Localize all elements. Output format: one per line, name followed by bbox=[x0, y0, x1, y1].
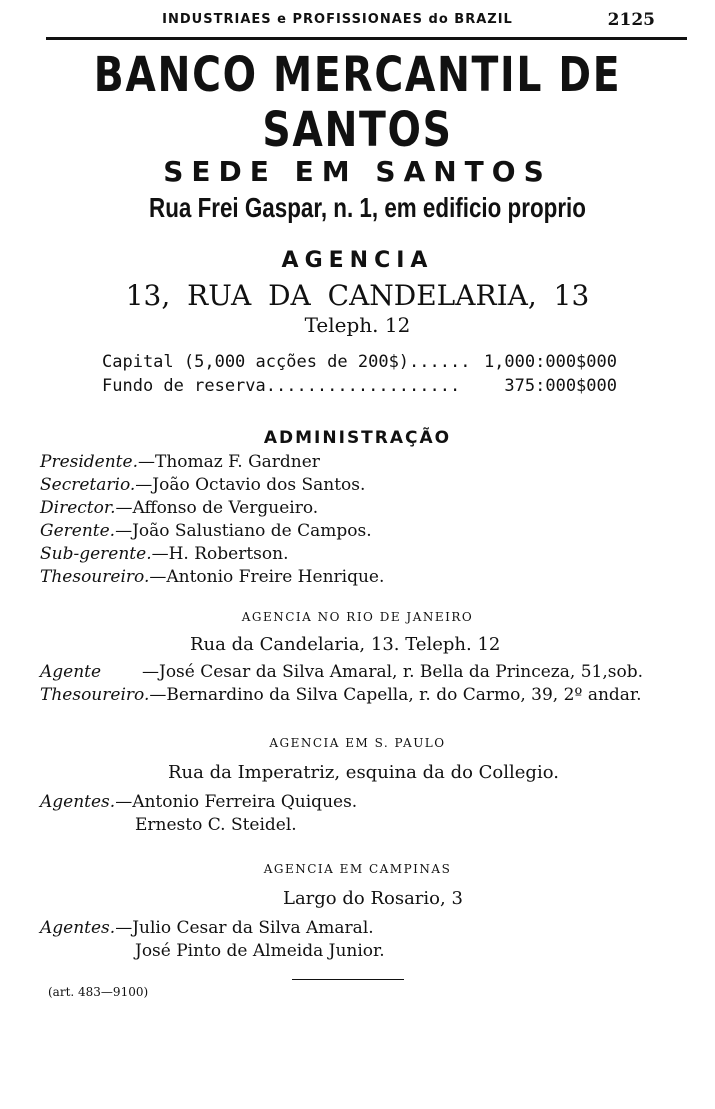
list-item bbox=[40, 941, 685, 964]
page-header bbox=[40, 6, 695, 36]
list-item bbox=[40, 521, 675, 544]
page-number: 2125 bbox=[607, 10, 655, 30]
member-role: Director. bbox=[40, 498, 116, 518]
list-item bbox=[40, 918, 685, 941]
list-item bbox=[40, 685, 685, 708]
member-role: Thesoureiro. bbox=[40, 567, 150, 587]
agent-role: Agente bbox=[40, 662, 102, 682]
agent-name: —Antonio Ferreira Quiques. bbox=[115, 792, 358, 812]
fundo-row bbox=[102, 376, 617, 400]
member-role: Presidente. bbox=[40, 452, 138, 472]
list-item bbox=[40, 815, 685, 838]
member-name: —Affonso de Vergueiro. bbox=[115, 498, 319, 518]
rio-address: Rua da Candelaria, 13. Teleph. 12 bbox=[190, 634, 501, 655]
rio-agents bbox=[40, 662, 685, 708]
campinas-address: Largo do Rosario, 3 bbox=[283, 888, 463, 909]
capital-value: 1,000:000$000 bbox=[483, 352, 617, 372]
agent-name: Ernesto C. Steidel. bbox=[135, 815, 297, 835]
agent-role: Thesoureiro. bbox=[40, 685, 150, 705]
agencia-telephone: Teleph. 12 bbox=[304, 313, 411, 337]
list-item bbox=[40, 792, 685, 815]
agent-name: —Julio Cesar da Silva Amaral. bbox=[115, 918, 374, 938]
list-item bbox=[40, 498, 675, 521]
member-name: —Thomaz F. Gardner bbox=[137, 452, 320, 472]
sao-paulo-agents bbox=[40, 792, 685, 838]
campinas-agents bbox=[40, 918, 685, 964]
footer-rule bbox=[292, 979, 404, 980]
capital-block bbox=[102, 352, 617, 400]
member-role: Gerente. bbox=[40, 521, 116, 541]
article-reference: (art. 483—9100) bbox=[48, 985, 149, 999]
member-name: —Antonio Freire Henrique. bbox=[149, 567, 385, 587]
running-title: INDUSTRIAES e PROFISSIONAES do BRAZIL bbox=[162, 12, 513, 27]
list-item bbox=[40, 452, 675, 475]
capital-label: Capital (5,000 acções de 200$)...... bbox=[102, 352, 471, 372]
rio-heading: AGENCIA NO RIO DE JANEIRO bbox=[241, 610, 474, 624]
agent-name: José Pinto de Almeida Junior. bbox=[135, 941, 385, 961]
list-item bbox=[40, 567, 675, 590]
member-role: Secretario. bbox=[40, 475, 136, 495]
list-item bbox=[40, 544, 675, 567]
sao-paulo-address: Rua da Imperatriz, esquina da do Collegio. bbox=[168, 762, 559, 783]
administracao-heading: ADMINISTRAÇÃO bbox=[263, 428, 452, 448]
sao-paulo-heading: AGENCIA EM S. PAULO bbox=[269, 736, 446, 750]
agencia-heading: AGENCIA bbox=[281, 248, 434, 273]
member-name: —João Octavio dos Santos. bbox=[135, 475, 366, 495]
member-role: Sub-gerente. bbox=[40, 544, 152, 564]
list-item bbox=[40, 662, 685, 685]
member-name: —H. Robertson. bbox=[151, 544, 289, 564]
header-rule bbox=[46, 37, 687, 40]
agent-role: Agentes. bbox=[40, 792, 116, 812]
agent-name: —Bernardino da Silva Capella, r. do Carmo, 39, 2º andar. bbox=[149, 685, 642, 705]
agent-name: —José Cesar da Silva Amaral, r. Bella da Princeza, 51,sob. bbox=[142, 662, 643, 682]
member-name: —João Salustiano de Campos. bbox=[115, 521, 372, 541]
sede-heading: SEDE EM SANTOS bbox=[163, 155, 552, 188]
capital-row bbox=[102, 352, 617, 376]
sede-address: Rua Frei Gaspar, n. 1, em edificio proprio bbox=[149, 192, 586, 223]
campinas-heading: AGENCIA EM CAMPINAS bbox=[263, 862, 452, 876]
list-item bbox=[40, 475, 675, 498]
fundo-label: Fundo de reserva................... bbox=[102, 376, 461, 396]
administracao-list bbox=[40, 452, 675, 590]
fundo-value: 375:000$000 bbox=[504, 376, 617, 396]
bank-name: BANCO MERCANTIL DE SANTOS bbox=[93, 47, 622, 159]
agencia-address: 13, RUA DA CANDELARIA, 13 bbox=[125, 279, 590, 312]
agent-role: Agentes. bbox=[40, 918, 116, 938]
